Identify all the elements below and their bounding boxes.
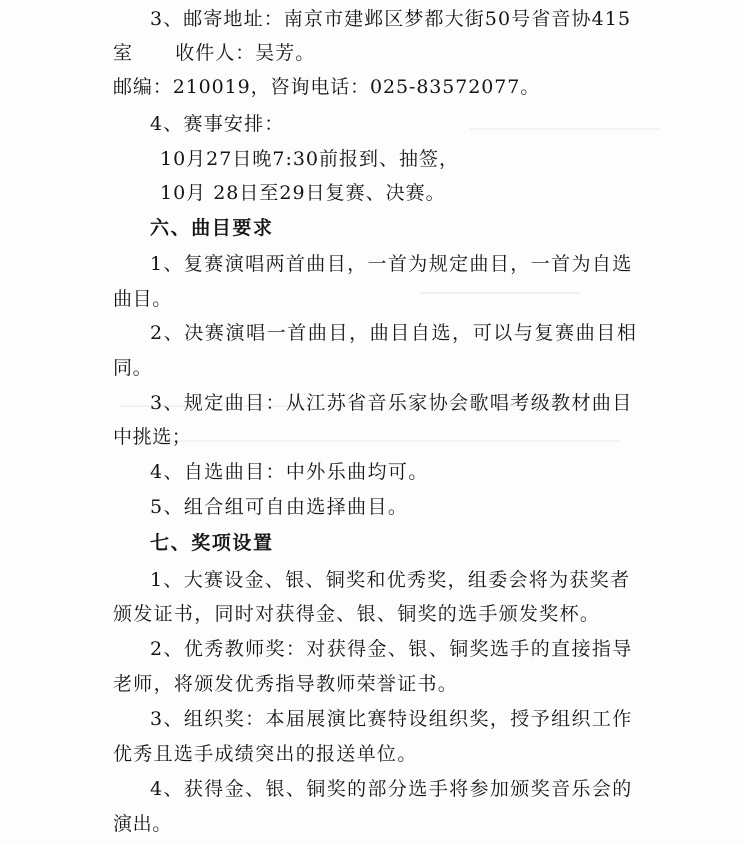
scan-artifact [150,440,620,442]
text-line-awards-3b: 优秀且选手成绩突出的报送单位。 [113,743,418,765]
text-line-awards-4b: 演出。 [113,813,172,835]
text-line-schedule-checkin: 10月27日晚7:30前报到、抽签， [160,148,460,170]
section-heading-awards: 七、奖项设置 [150,532,274,554]
text-line-repertoire-2a: 2、决赛演唱一首曲目，曲目自选，可以与复赛曲目相 [150,322,638,344]
text-line-awards-4a: 4、获得金、银、铜奖的部分选手将参加颁奖音乐会的 [150,778,633,800]
text-line-mailing-address: 3、邮寄地址：南京市建邺区梦都大街50号省音协415 [150,8,632,30]
text-line-awards-2a: 2、优秀教师奖：对获得金、银、铜奖选手的直接指导 [150,638,633,660]
text-line-repertoire-1a: 1、复赛演唱两首曲目，一首为规定曲目，一首为自选 [150,253,633,275]
scan-artifact [470,128,660,130]
text-line-awards-1a: 1、大赛设金、银、铜奖和优秀奖，组委会将为获奖者 [150,569,631,591]
text-line-repertoire-5: 5、组合组可自由选择曲目。 [150,496,409,518]
text-line-schedule-title: 4、赛事安排： [150,113,285,135]
text-line-awards-3a: 3、组织奖：本届展演比赛特设组织奖，授予组织工作 [150,708,633,730]
text-line-postcode-phone: 邮编：210019，咨询电话：025-83572077。 [113,76,541,98]
text-line-recipient: 室 收件人：吴芳。 [113,42,316,64]
text-line-repertoire-2b: 同。 [113,357,153,379]
text-line-repertoire-3a: 3、规定曲目：从江苏省音乐家协会歌唱考级教材曲目 [150,392,633,414]
section-heading-repertoire: 六、曲目要求 [150,217,274,239]
text-line-repertoire-1b: 曲目。 [113,288,172,310]
text-line-repertoire-4: 4、自选曲目：中外乐曲均可。 [150,461,429,483]
text-line-repertoire-3b: 中挑选； [113,426,192,448]
text-line-awards-2b: 老师，将颁发优秀指导教师荣誉证书。 [113,673,459,695]
text-line-schedule-rounds: 10月 28日至29日复赛、决赛。 [160,182,446,204]
scan-artifact [420,292,580,294]
text-line-awards-1b: 颁发证书，同时对获得金、银、铜奖的选手颁发奖杯。 [113,603,601,625]
